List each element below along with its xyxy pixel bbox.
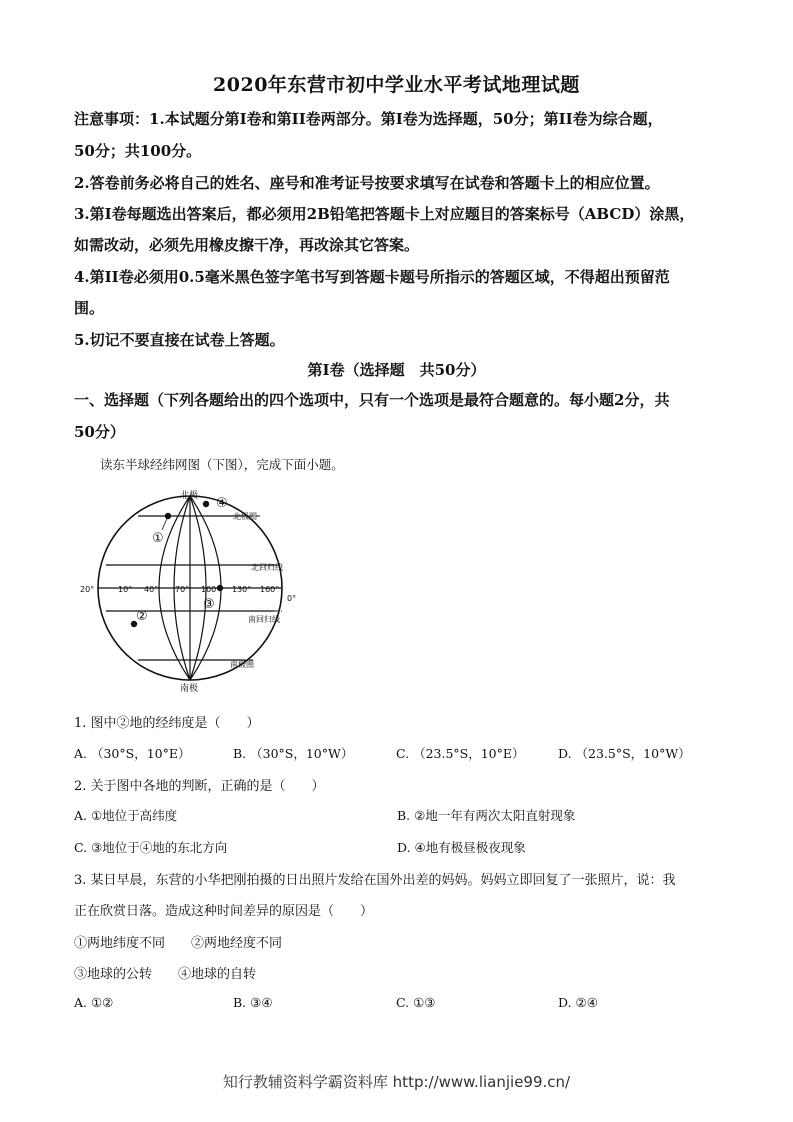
marker-1-label: ①	[152, 531, 164, 546]
question-2-stem: 2. 关于图中各地的判断，正确的是（ ）	[74, 779, 325, 794]
marker-3-label: ③	[203, 597, 215, 612]
lon-label-160: 160°	[260, 585, 280, 594]
question-1-stem: 1. 图中②地的经纬度是（ ）	[74, 716, 260, 731]
south-pole-label: 南极	[180, 684, 199, 694]
point-1-leader	[162, 516, 168, 530]
q3-option-c[interactable]: C. ①③	[396, 995, 436, 1010]
q2-option-d[interactable]: D. ④地有极昼极夜现象	[397, 840, 526, 855]
note-line-4: 3.第Ⅰ卷每题选出答案后，都必须用2B铅笔把答题卡上对应题目的答案标号（ABCD）涂黑，	[74, 205, 695, 223]
q3-option-a[interactable]: A. ①②	[74, 995, 114, 1010]
footer-watermark: 知行教辅资料学霸资料库 http://www.lianjie99.cn/	[222, 1073, 571, 1091]
q2-option-a[interactable]: A. ①地位于高纬度	[74, 808, 178, 823]
figure-intro: 读东半球经纬网图（下图），完成下面小题。	[100, 457, 344, 472]
q3-item-line-2: ③地球的公转 ④地球的自转	[74, 967, 257, 982]
lon-label-20: 20°	[80, 585, 95, 594]
note-line-7: 围。	[74, 299, 105, 317]
section-title: 第Ⅰ卷（选择题 共50分）	[307, 361, 486, 379]
point-4	[203, 501, 209, 507]
question-3-stem-line-1: 3. 某日早晨，东营的小华把刚拍摄的日出照片发给在国外出差的妈妈。妈妈立即回复了一张照片，说：我	[74, 873, 676, 888]
q2-option-c[interactable]: C. ③地位于④地的东北方向	[74, 840, 228, 855]
tropic-capricorn-label: 南回归线	[248, 615, 280, 624]
lon-label-10: 10°	[118, 585, 133, 594]
lon-label-100: 100°	[201, 585, 221, 594]
equator-degree-label: 0°	[287, 594, 297, 603]
note-line-2: 50分；共100分。	[74, 142, 202, 160]
globe-figure	[80, 486, 310, 698]
antarctic-circle-label: 南极圈	[230, 660, 254, 669]
tropic-cancer-label: 北回归线	[251, 563, 283, 572]
note-line-1: 注意事项：1.本试题分第Ⅰ卷和第II卷两部分。第Ⅰ卷为选择题，50分；第II卷为综合题，	[74, 110, 663, 128]
page-title: 2020年东营市初中学业水平考试地理试题	[213, 74, 580, 96]
q1-option-b[interactable]: B. （30°S，10°W）	[233, 746, 354, 761]
q1-option-c[interactable]: C. （23.5°S，10°E）	[396, 746, 525, 761]
question-3-stem-line-2: 正在欣赏日落。造成这种时间差异的原因是（ ）	[74, 904, 374, 919]
note-line-5: 如需改动，必须先用橡皮擦干净，再改涂其它答案。	[74, 236, 420, 254]
marker-4-label: ④	[216, 496, 228, 511]
q3-option-b[interactable]: B. ③④	[233, 995, 273, 1010]
north-pole-label: 北极	[180, 491, 199, 501]
note-line-8: 5.切记不要直接在试卷上答题。	[74, 331, 285, 349]
part-heading-line-2: 50分）	[74, 423, 125, 441]
note-line-6: 4.第II卷必须用0.5毫米黑色签字笔书写到答题卡题号所指示的答题区域，不得超出预留范	[74, 268, 670, 286]
lon-label-70: 70°	[175, 585, 190, 594]
q3-option-d[interactable]: D. ②④	[558, 995, 598, 1010]
arctic-circle-label: 北极圈	[233, 512, 257, 521]
q1-option-a[interactable]: A. （30°S，10°E）	[74, 746, 191, 761]
marker-2-label: ②	[136, 609, 148, 624]
note-line-3: 2.答卷前务必将自己的姓名、座号和准考证号按要求填写在试卷和答题卡上的相应位置。	[74, 174, 660, 192]
lon-label-130: 130°	[232, 585, 252, 594]
lon-label-40: 40°	[144, 585, 159, 594]
q1-option-d[interactable]: D. （23.5°S，10°W）	[558, 746, 691, 761]
q2-option-b[interactable]: B. ②地一年有两次太阳直射现象	[397, 808, 576, 823]
q3-item-line-1: ①两地纬度不同 ②两地经度不同	[74, 936, 283, 951]
part-heading-line-1: 一、选择题（下列各题给出的四个选项中，只有一个选项是最符合题意的。每小题2分，共	[74, 391, 670, 409]
